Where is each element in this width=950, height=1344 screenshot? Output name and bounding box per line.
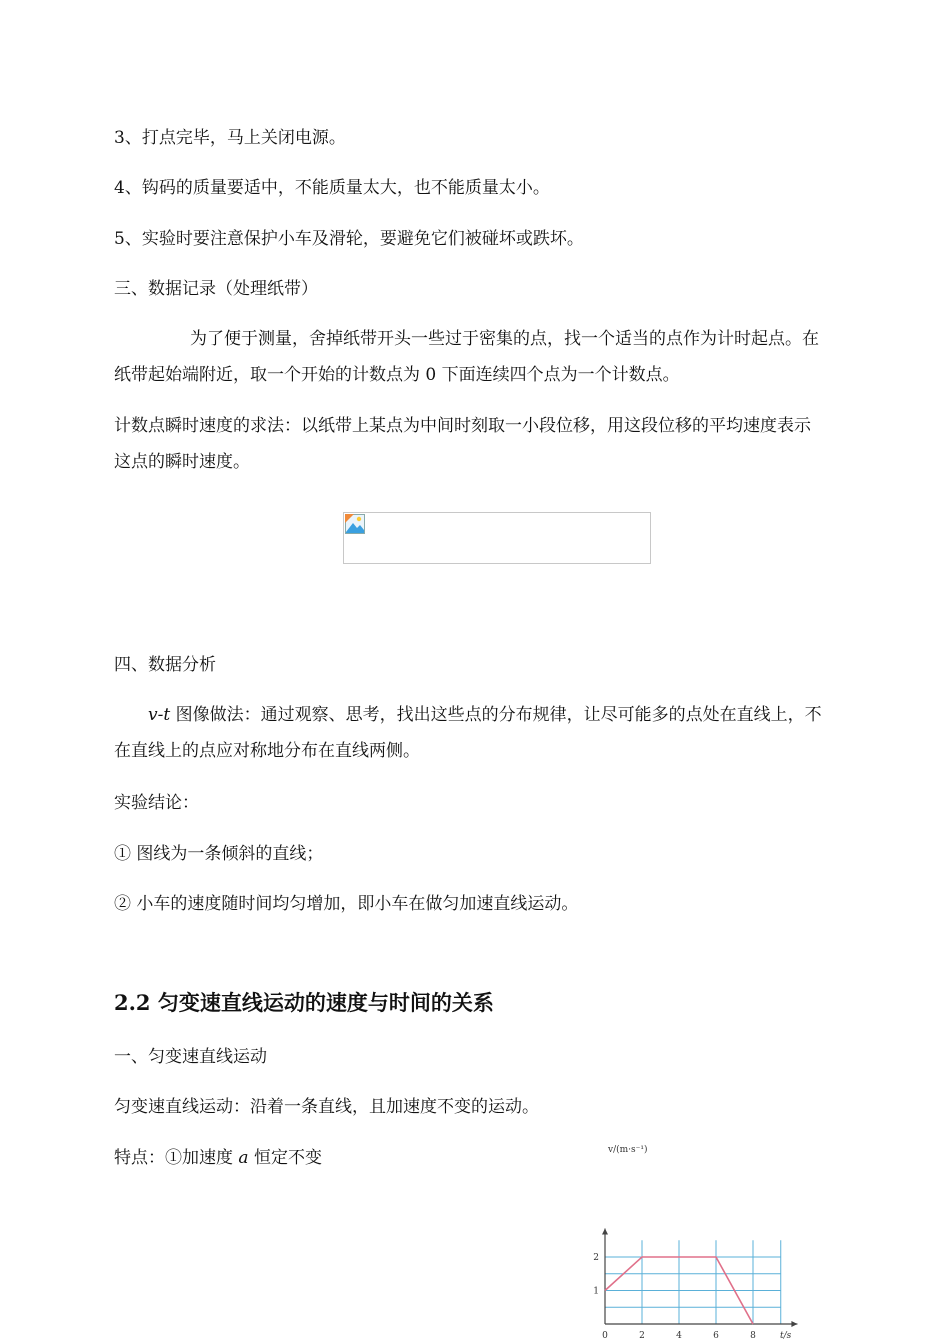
x-tick-label: 6 — [713, 1331, 719, 1341]
vt-chart — [588, 1138, 800, 1344]
vt-symbol: v-t — [148, 705, 171, 725]
x-tick-label: 0 — [602, 1331, 608, 1341]
feature-suffix: 恒定不变 — [248, 1148, 322, 1168]
y-axis-arrow — [602, 1229, 608, 1235]
x-tick-label: 4 — [676, 1331, 682, 1341]
definition-line: 匀变速直线运动：沿着一条直线，且加速度不变的运动。 — [114, 1097, 539, 1117]
paragraph-vt-graph-method — [114, 697, 826, 769]
section-heading-data-record: 三、数据记录（处理纸带） — [114, 279, 318, 299]
conclusion-item-1: ① 图线为一条倾斜的直线； — [114, 844, 324, 864]
paragraph-instant-velocity: 计数点瞬时速度的求法：以纸带上某点为中间时刻取一小段位移，用这段位移的平均速度表示这点的瞬时速度。 — [114, 416, 811, 472]
note-line-4: 4、钩码的质量要适中，不能质量太大，也不能质量太小。 — [114, 178, 550, 198]
chart-axes — [602, 1229, 797, 1327]
chart-tick-labels — [593, 1253, 756, 1341]
x-tick-label: 8 — [750, 1331, 756, 1341]
acceleration-symbol: a — [238, 1148, 249, 1168]
vt-method-text: 图像做法：通过观察、思考，找出这些点的分布规律，让尽可能多的点处在直线上，不在直线上的点应对称地分布在直线两侧。 — [114, 705, 822, 761]
broken-image-placeholder — [343, 512, 651, 564]
x-tick-label: 2 — [639, 1331, 645, 1341]
feature-prefix: 特点：①加速度 — [114, 1148, 239, 1168]
conclusion-label: 实验结论： — [114, 793, 199, 813]
chart-grid — [605, 1240, 781, 1324]
subsection-heading-uniform-variation: 一、匀变速直线运动 — [114, 1047, 267, 1067]
section-heading-data-analysis: 四、数据分析 — [114, 655, 216, 675]
x-axis-label: t/s — [780, 1331, 792, 1341]
section-title-2-2: 2.2 匀变速直线运动的速度与时间的关系 — [114, 990, 494, 1015]
note-line-3: 3、打点完毕，马上关闭电源。 — [114, 128, 346, 148]
broken-image-icon — [345, 514, 365, 534]
y-tick-label: 2 — [593, 1253, 599, 1263]
conclusion-item-2: ② 小车的速度随时间均匀增加，即小车在做匀加速直线运动。 — [114, 894, 579, 914]
feature-line — [114, 1146, 322, 1170]
paragraph-tape-processing: 为了便于测量，舍掉纸带开头一些过于密集的点，找一个适当的点作为计时起点。在纸带起始端附近，取一个开始的计数点为 0 下面连续四个点为一个计数点。 — [114, 329, 819, 385]
x-axis-arrow — [791, 1321, 797, 1327]
y-axis-label: v/(m·s⁻¹) — [608, 1145, 648, 1155]
note-line-5: 5、实验时要注意保护小车及滑轮，要避免它们被碰坏或跌坏。 — [114, 229, 584, 249]
y-tick-label: 1 — [593, 1286, 599, 1297]
